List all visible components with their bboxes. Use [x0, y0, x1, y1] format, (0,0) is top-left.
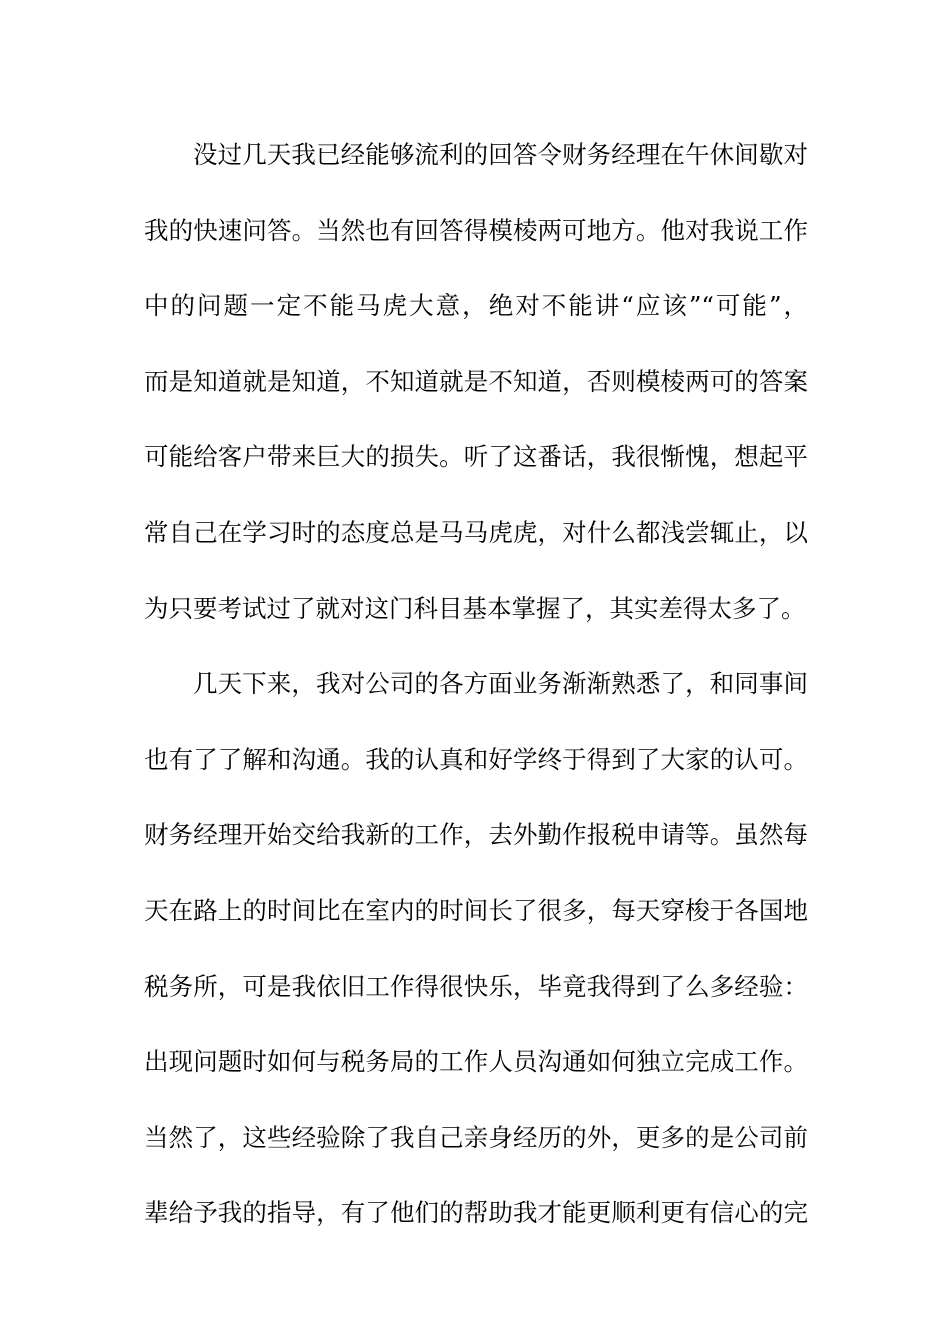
paragraph-1-line-3: 中的问题一定不能马虎大意，绝对不能讲“应该”“可能”，	[144, 291, 808, 321]
paragraph-2-line-6: 出现问题时如何与税务局的工作人员沟通如何独立完成工作。	[144, 1047, 808, 1077]
paragraph-1-line-7: 为只要考试过了就对这门科目基本掌握了，其实差得太多了。	[144, 593, 806, 623]
paragraph-1-line-2: 我的快速问答。当然也有回答得模棱两可地方。他对我说工作	[144, 215, 808, 245]
paragraph-2-line-5: 税务所，可是我依旧工作得很快乐，毕竟我得到了么多经验：	[144, 971, 808, 1001]
paragraph-1-line-5: 可能给客户带来巨大的损失。听了这番话，我很惭愧，想起平	[144, 442, 808, 472]
paragraph-1-line-6: 常自己在学习时的态度总是马马虎虎，对什么都浅尝辄止，以	[144, 517, 808, 547]
paragraph-1-line-1: 没过几天我已经能够流利的回答令财务经理在午休间歇对	[193, 140, 808, 169]
paragraph-2-line-8: 辈给予我的指导，有了他们的帮助我才能更顺利更有信心的完	[144, 1198, 808, 1228]
paragraph-2-line-3: 财务经理开始交给我新的工作，去外勤作报税申请等。虽然每	[144, 820, 808, 850]
paragraph-2-line-7: 当然了，这些经验除了我自己亲身经历的外，更多的是公司前	[144, 1122, 808, 1152]
paragraph-2-line-2: 也有了了解和沟通。我的认真和好学终于得到了大家的认可。	[144, 744, 808, 774]
body-text	[144, 126, 808, 1260]
paragraph-2-line-1: 几天下来，我对公司的各方面业务渐渐熟悉了，和同事间	[193, 669, 808, 699]
paragraph-1-line-4: 而是知道就是知道，不知道就是不知道，否则模棱两可的答案	[144, 366, 808, 396]
paragraph-2-line-4: 天在路上的时间比在室内的时间长了很多，每天穿梭于各国地	[144, 895, 808, 925]
